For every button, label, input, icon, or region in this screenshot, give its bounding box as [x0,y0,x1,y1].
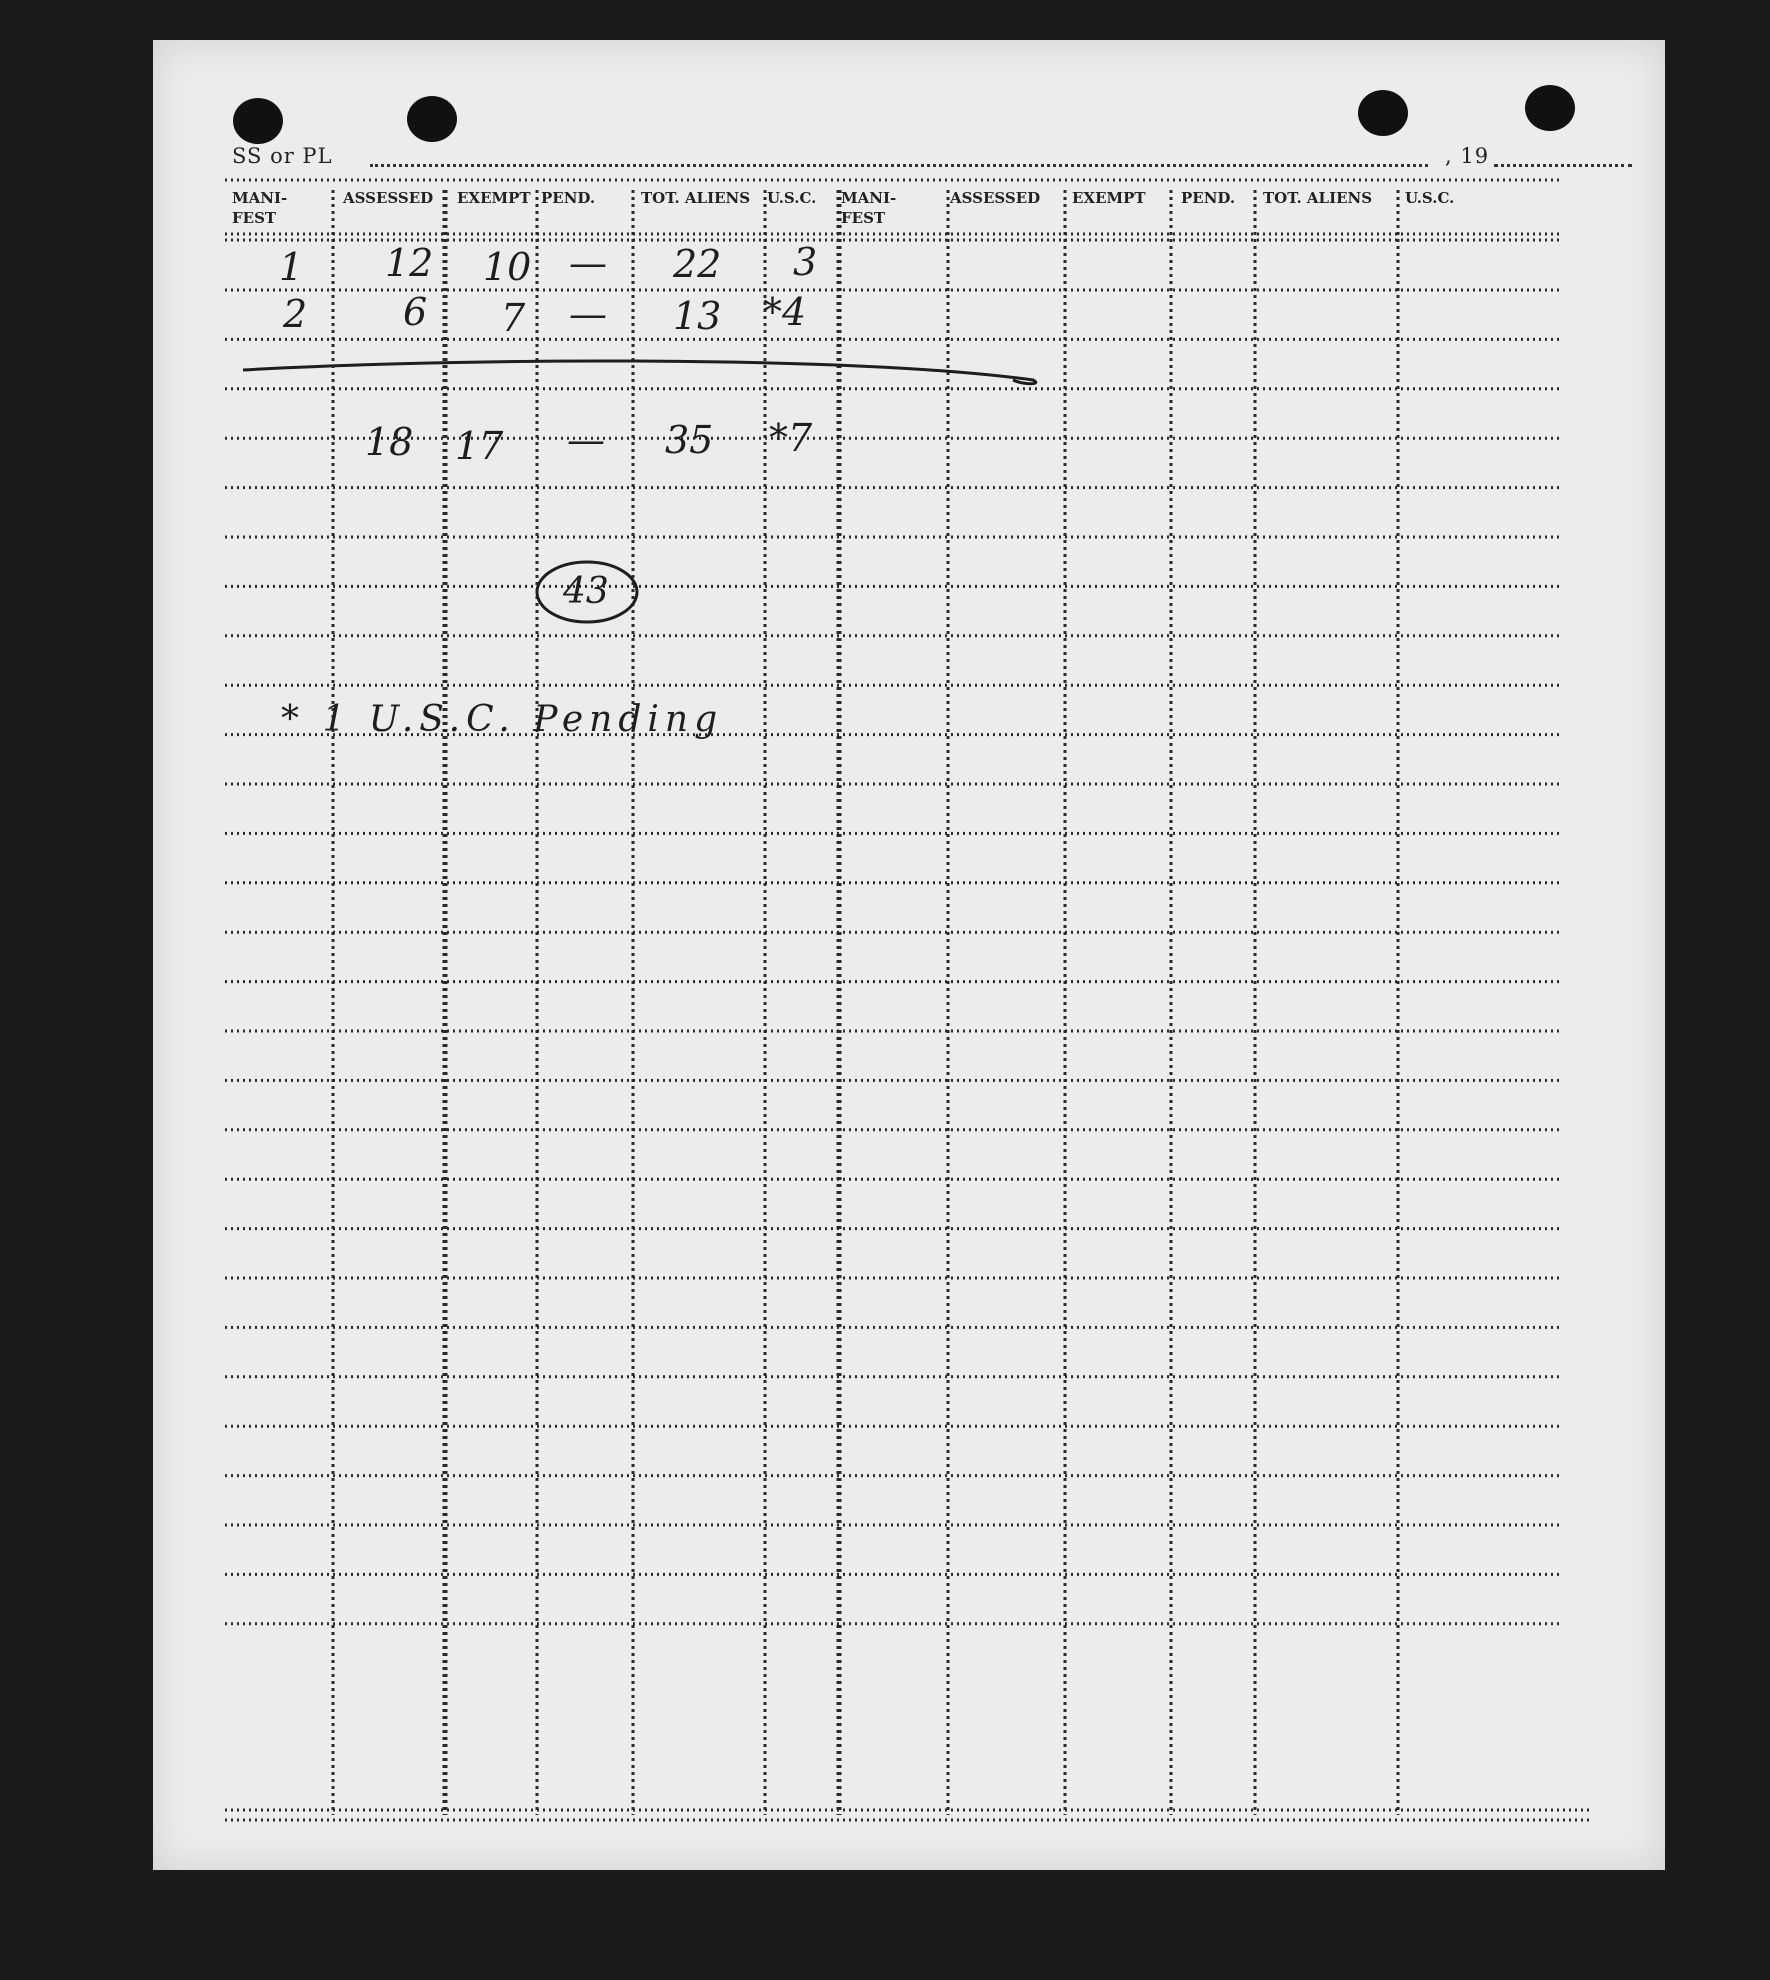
col-head-pend-right: PEND. [1181,189,1236,207]
total-pend: — [567,418,605,462]
col-head-exempt-left: EXEMPT [457,189,531,207]
row1-totaliens: 22 [673,242,722,286]
year-label: , 19 [1445,144,1490,168]
form-grid [153,40,1665,1870]
row2-totaliens: 13 [673,294,722,338]
row1-usc: 3 [793,240,818,284]
row2-assessed: 6 [403,290,428,334]
total-usc: *7 [769,416,813,460]
col-head-manifest-left: MANI- FEST [232,189,288,227]
row1-assessed: 12 [385,241,434,285]
row2-usc: *4 [763,290,807,334]
total-underline-stroke [243,361,1036,384]
col-head-totaliens-right: TOT. ALIENS [1263,189,1373,207]
pending-note: * 1 U.S.C. Pending [281,699,724,740]
row2-manifest: 2 [283,292,308,336]
form-sheet [153,40,1665,1870]
row1-manifest: 1 [279,245,304,289]
col-head-usc-right: U.S.C. [1405,189,1455,207]
vessel-prefix-label: SS or PL [232,144,333,168]
grand-total: 43 [563,571,609,612]
col-head-pend-left: PEND. [541,189,596,207]
col-head-totaliens-left: TOT. ALIENS [641,189,751,207]
row2-pend: — [569,292,607,336]
col-head-exempt-right: EXEMPT [1072,189,1146,207]
col-head-manifest-right: MANI- FEST [841,189,897,227]
total-assessed: 18 [365,420,414,464]
col-head-assessed-left: ASSESSED [343,189,434,207]
row1-pend: — [569,241,607,285]
total-totaliens: 35 [665,418,714,462]
total-exempt: 17 [455,424,504,468]
row1-exempt: 10 [483,245,532,289]
col-head-usc-left: U.S.C. [767,189,817,207]
col-head-assessed-right: ASSESSED [950,189,1041,207]
row2-exempt: 7 [501,296,526,340]
